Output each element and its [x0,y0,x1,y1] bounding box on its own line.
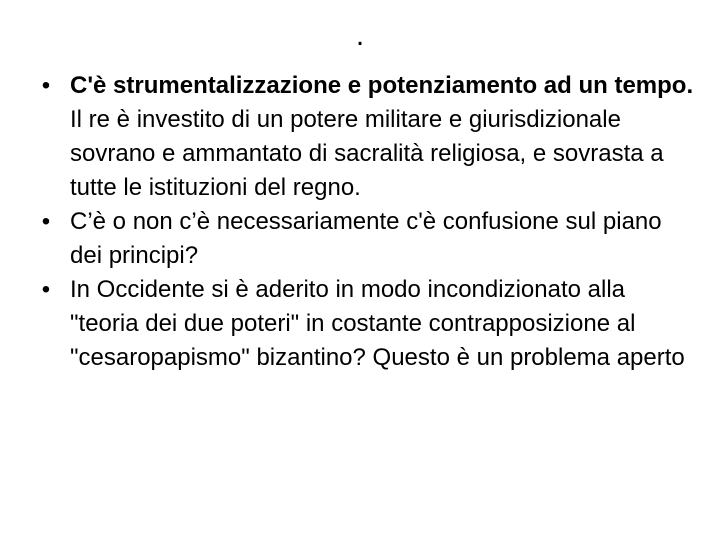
slide-title: . [355,19,365,52]
bullet-item-1 [36,69,696,205]
bullet-list [36,69,696,375]
bullet-1-bold-text: C'è strumentalizzazione e potenziamento ad un tempo. [70,72,694,99]
bullet-dot-icon: • [41,276,51,303]
bullet-item-3 [36,273,696,375]
bullet-2-text: C’è o non c’è necessariamente c'è confusione sul piano dei principi? [70,208,662,269]
bullet-dot-icon: • [41,72,51,99]
bullet-1-text: Il re è investito di un potere militare e giurisdizionale sovrano e ammantato di sacralità religiosa, e sovrasta a tutte le istituzioni del regno. [70,106,664,201]
bullet-item-2 [36,205,696,273]
bullet-dot-icon: • [41,208,51,235]
bullet-3-text: In Occidente si è aderito in modo incondizionato alla "teoria dei due poteri" in costante contrapposizione al "cesaropapismo" bizantino? Questo è un problema aperto [70,276,685,371]
